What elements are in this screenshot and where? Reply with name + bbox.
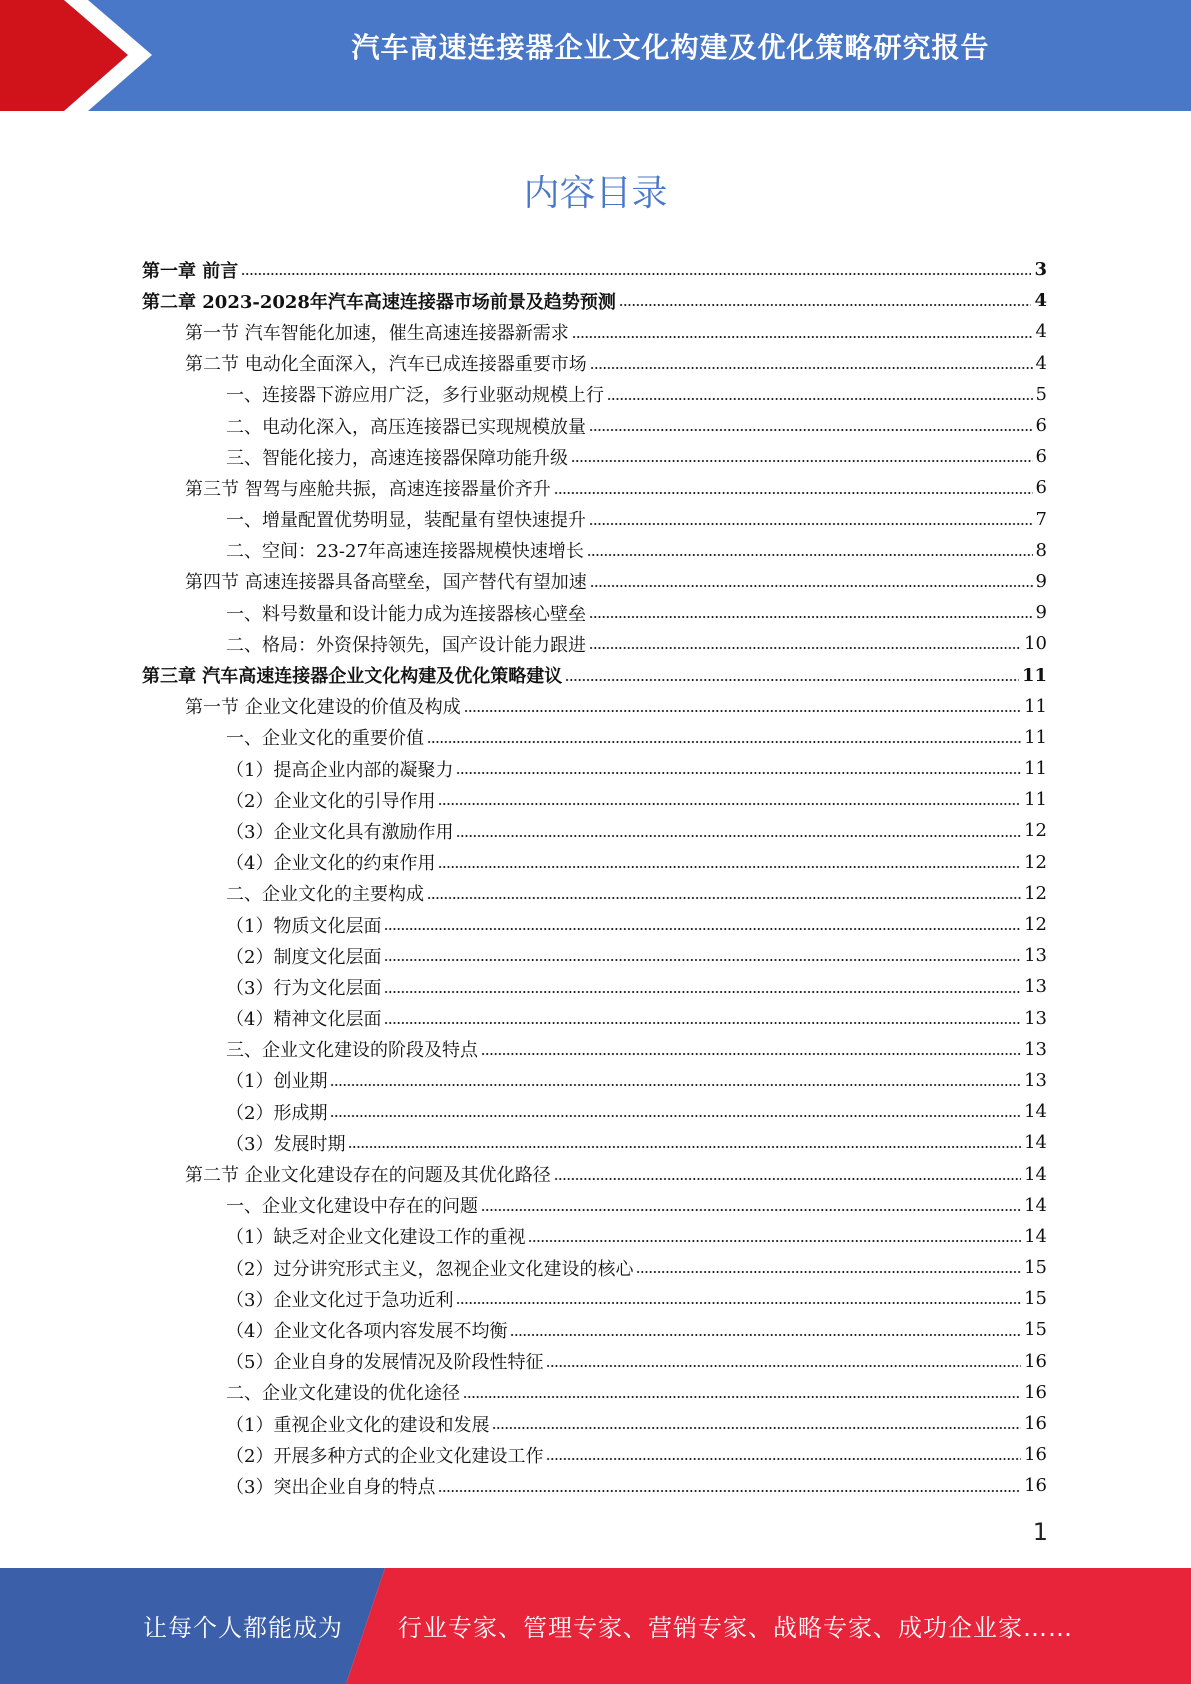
toc-entry-label: 一、连接器下游应用广泛，多行业驱动规模上行: [226, 385, 604, 407]
toc-dot-leader: [438, 1488, 1021, 1494]
toc-entry-page: 11: [1024, 695, 1047, 717]
toc-entry-label: （1）缺乏对企业文化建设工作的重视: [226, 1227, 526, 1249]
toc-entry-page: 7: [1035, 508, 1047, 530]
toc-dot-leader: [464, 708, 1021, 714]
toc-entry[interactable]: [142, 1377, 1048, 1408]
toc-dot-leader: [456, 1300, 1021, 1306]
toc-entry-label: 二、企业文化建设的优化途径: [226, 1383, 460, 1405]
toc-entry-page: 11: [1024, 789, 1047, 811]
toc-entry[interactable]: [142, 628, 1048, 659]
toc-dot-leader: [481, 1051, 1021, 1057]
toc-entry-label: 第三章 汽车高速连接器企业文化构建及优化策略建议: [142, 666, 563, 688]
toc-dot-leader: [384, 989, 1021, 995]
toc-entry-label: 第四节 高速连接器具备高壁垒，国产替代有望加速: [185, 572, 587, 594]
page-header: [0, 0, 1191, 111]
toc-entry-page: 12: [1024, 914, 1047, 936]
toc-dot-leader: [330, 1082, 1021, 1088]
toc-entry[interactable]: [142, 940, 1048, 971]
toc-entry[interactable]: [142, 784, 1048, 815]
toc-dot-leader: [554, 490, 1033, 496]
toc-entry-page: 13: [1024, 945, 1047, 967]
toc-entry[interactable]: [142, 504, 1048, 535]
toc-dot-leader: [589, 521, 1033, 527]
toc-dot-leader: [528, 1238, 1021, 1244]
toc-entry-label: 第一节 汽车智能化加速，催生高速连接器新需求: [185, 322, 569, 344]
toc-entry-label: 三、企业文化建设的阶段及特点: [226, 1040, 478, 1062]
toc-entry-page: 12: [1024, 851, 1047, 873]
toc-entry[interactable]: [142, 878, 1048, 909]
toc-dot-leader: [481, 1207, 1021, 1213]
toc-dot-leader: [384, 1020, 1021, 1026]
toc-entry-page: 15: [1024, 1288, 1047, 1310]
toc-entry-page: 15: [1024, 1319, 1047, 1341]
toc-dot-leader: [546, 1363, 1021, 1369]
header-red-arrow: [0, 0, 128, 111]
toc-entry[interactable]: [142, 1252, 1048, 1283]
toc-heading: 内容目录: [523, 173, 668, 214]
toc-entry-label: （2）过分讲究形式主义，忽视企业文化建设的核心: [226, 1258, 634, 1280]
toc-entry-page: 14: [1024, 1194, 1047, 1216]
toc-dot-leader: [492, 1425, 1021, 1431]
report-title: 汽车高速连接器企业文化构建及优化策略研究报告: [351, 31, 990, 64]
toc-entry-page: 13: [1024, 976, 1047, 998]
toc-entry-label: （1）重视企业文化的建设和发展: [226, 1414, 490, 1436]
toc-entry[interactable]: [142, 909, 1048, 940]
toc-entry[interactable]: [142, 722, 1048, 753]
toc-entry-page: 16: [1024, 1475, 1047, 1497]
toc-dot-leader: [590, 365, 1033, 371]
toc-dot-leader: [241, 271, 1031, 277]
toc-entry-label: 一、企业文化建设中存在的问题: [226, 1196, 478, 1218]
toc-entry[interactable]: [142, 1127, 1048, 1158]
toc-dot-leader: [587, 552, 1033, 558]
toc-entry-label: （3）突出企业自身的特点: [226, 1476, 436, 1498]
toc-entry[interactable]: [142, 1096, 1048, 1127]
toc-entry-label: 第一章 前言: [142, 260, 239, 282]
toc-dot-leader: [636, 1269, 1021, 1275]
page-number: 1: [1032, 1518, 1048, 1546]
table-of-contents: [142, 254, 1048, 1502]
toc-entry-label: 第二章 2023-2028年汽车高速连接器市场前景及趋势预测: [142, 291, 616, 313]
toc-entry-label: （4）企业文化各项内容发展不均衡: [226, 1320, 508, 1342]
toc-entry[interactable]: [142, 1065, 1048, 1096]
toc-entry-label: 第二节 企业文化建设存在的问题及其优化路径: [185, 1165, 551, 1187]
toc-entry[interactable]: [142, 379, 1048, 410]
toc-entry[interactable]: [142, 659, 1048, 690]
toc-entry-label: （2）形成期: [226, 1102, 328, 1124]
toc-entry-label: 一、增量配置优势明显，装配量有望快速提升: [226, 510, 586, 532]
toc-entry[interactable]: [142, 847, 1048, 878]
toc-entry[interactable]: [142, 1346, 1048, 1377]
toc-entry[interactable]: [142, 1190, 1048, 1221]
toc-entry-page: 16: [1024, 1444, 1047, 1466]
toc-entry-page: 13: [1024, 1069, 1047, 1091]
toc-entry-label: （3）行为文化层面: [226, 977, 382, 999]
toc-entry-page: 13: [1024, 1038, 1047, 1060]
toc-entry-page: 8: [1035, 539, 1047, 561]
toc-dot-leader: [348, 1144, 1021, 1150]
toc-entry[interactable]: [142, 1221, 1048, 1252]
toc-entry-page: 14: [1024, 1132, 1047, 1154]
toc-entry-page: 10: [1024, 633, 1047, 655]
toc-entry[interactable]: [142, 472, 1048, 503]
toc-entry-label: 二、电动化深入，高压连接器已实现规模放量: [226, 416, 586, 438]
toc-entry-label: （3）企业文化具有激励作用: [226, 821, 454, 843]
page-footer: [0, 1568, 1191, 1684]
toc-dot-leader: [456, 833, 1021, 839]
toc-dot-leader: [427, 895, 1021, 901]
toc-entry[interactable]: [142, 1439, 1048, 1470]
toc-entry[interactable]: [142, 1003, 1048, 1034]
toc-entry-page: 11: [1024, 758, 1047, 780]
toc-entry-label: （1）提高企业内部的凝聚力: [226, 759, 454, 781]
toc-dot-leader: [330, 1113, 1021, 1119]
toc-entry[interactable]: [142, 285, 1048, 316]
toc-entry-label: （3）企业文化过于急功近利: [226, 1289, 454, 1311]
toc-entry-label: 三、智能化接力，高速连接器保障功能升级: [226, 447, 568, 469]
toc-entry[interactable]: [142, 1158, 1048, 1189]
toc-entry-label: 二、企业文化的主要构成: [226, 884, 424, 906]
toc-entry-page: 14: [1024, 1163, 1047, 1185]
toc-dot-leader: [565, 677, 1019, 683]
toc-entry[interactable]: [142, 1314, 1048, 1345]
toc-entry[interactable]: [142, 691, 1048, 722]
toc-entry-page: 6: [1035, 415, 1047, 437]
toc-dot-leader: [589, 427, 1033, 433]
toc-entry-label: （4）精神文化层面: [226, 1009, 382, 1031]
toc-entry[interactable]: [142, 1034, 1048, 1065]
toc-entry-label: （1）物质文化层面: [226, 915, 382, 937]
toc-entry[interactable]: [142, 753, 1048, 784]
toc-entry[interactable]: [142, 971, 1048, 1002]
toc-dot-leader: [384, 926, 1021, 932]
toc-entry-page: 4: [1035, 321, 1047, 343]
toc-dot-leader: [590, 583, 1033, 589]
toc-entry-page: 9: [1035, 602, 1047, 624]
toc-entry-page: 6: [1035, 477, 1047, 499]
toc-dot-leader: [572, 334, 1033, 340]
toc-entry-label: 二、格局：外资保持领先，国产设计能力跟进: [226, 634, 586, 656]
toc-entry-page: 5: [1035, 383, 1047, 405]
toc-entry-page: 12: [1024, 820, 1047, 842]
toc-entry-page: 14: [1024, 1101, 1047, 1123]
toc-entry[interactable]: [142, 1470, 1048, 1501]
toc-entry-label: （2）制度文化层面: [226, 946, 382, 968]
toc-entry-label: 一、料号数量和设计能力成为连接器核心壁垒: [226, 603, 586, 625]
toc-dot-leader: [589, 645, 1021, 651]
footer-slogan-right: 行业专家、管理专家、营销专家、战略专家、成功企业家……: [398, 1614, 1073, 1642]
toc-entry-label: 第三节 智驾与座舱共振，高速连接器量价齐升: [185, 478, 551, 500]
toc-entry-label: （3）发展时期: [226, 1133, 346, 1155]
toc-entry-label: （4）企业文化的约束作用: [226, 853, 436, 875]
toc-entry[interactable]: [142, 535, 1048, 566]
toc-entry-page: 15: [1024, 1257, 1047, 1279]
toc-dot-leader: [456, 770, 1021, 776]
toc-entry[interactable]: [142, 597, 1048, 628]
toc-entry-label: （5）企业自身的发展情况及阶段性特征: [226, 1352, 544, 1374]
toc-dot-leader: [607, 396, 1033, 402]
toc-entry-page: 4: [1034, 290, 1047, 312]
toc-entry-label: 二、空间：23-27年高速连接器规模快速增长: [226, 541, 584, 563]
toc-dot-leader: [427, 739, 1021, 745]
toc-entry-page: 11: [1021, 664, 1047, 686]
toc-entry-page: 16: [1024, 1381, 1047, 1403]
toc-entry-label: （1）创业期: [226, 1071, 328, 1093]
toc-dot-leader: [438, 801, 1021, 807]
toc-entry[interactable]: [142, 410, 1048, 441]
toc-entry[interactable]: [142, 254, 1048, 285]
toc-dot-leader: [571, 458, 1033, 464]
toc-entry[interactable]: [142, 1283, 1048, 1314]
toc-entry[interactable]: [142, 566, 1048, 597]
toc-dot-leader: [619, 302, 1032, 308]
toc-entry-label: （2）开展多种方式的企业文化建设工作: [226, 1445, 544, 1467]
toc-entry-label: 第二节 电动化全面深入，汽车已成连接器重要市场: [185, 354, 587, 376]
toc-entry-page: 14: [1024, 1225, 1047, 1247]
toc-entry-page: 11: [1024, 726, 1047, 748]
toc-entry-page: 9: [1035, 570, 1047, 592]
toc-dot-leader: [554, 1176, 1021, 1182]
toc-entry-page: 6: [1035, 446, 1047, 468]
toc-entry[interactable]: [142, 815, 1048, 846]
toc-entry-page: 13: [1024, 1007, 1047, 1029]
toc-entry-page: 16: [1024, 1350, 1047, 1372]
toc-entry-label: （2）企业文化的引导作用: [226, 790, 436, 812]
toc-dot-leader: [546, 1456, 1021, 1462]
toc-dot-leader: [384, 957, 1021, 963]
toc-entry-label: 第一节 企业文化建设的价值及构成: [185, 697, 461, 719]
toc-entry-label: 一、企业文化的重要价值: [226, 728, 424, 750]
footer-slogan-left: 让每个人都能成为: [143, 1614, 343, 1642]
toc-dot-leader: [589, 614, 1033, 620]
toc-dot-leader: [510, 1332, 1021, 1338]
toc-dot-leader: [438, 864, 1021, 870]
toc-entry-page: 4: [1035, 352, 1047, 374]
toc-entry-page: 12: [1024, 882, 1047, 904]
toc-entry[interactable]: [142, 348, 1048, 379]
toc-dot-leader: [463, 1394, 1021, 1400]
toc-entry[interactable]: [142, 1408, 1048, 1439]
toc-entry[interactable]: [142, 441, 1048, 472]
toc-entry-page: 16: [1024, 1413, 1047, 1435]
toc-entry-page: 3: [1034, 259, 1047, 281]
toc-entry[interactable]: [142, 316, 1048, 347]
